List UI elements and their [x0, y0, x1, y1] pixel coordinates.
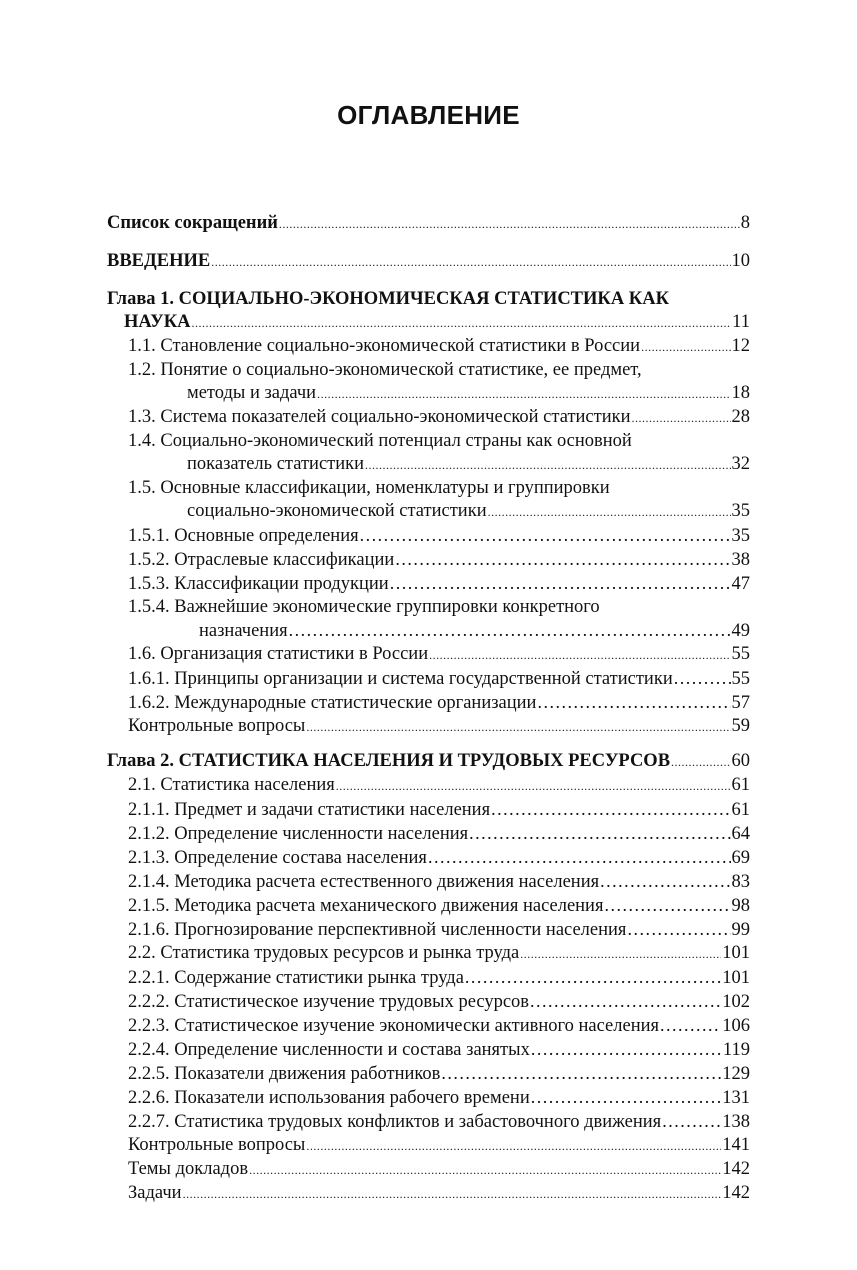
toc-entry[interactable] [128, 335, 750, 359]
toc-entry-title: 1.3. Система показателей социально-экономической статистики [128, 407, 631, 427]
toc-entry-row [128, 894, 750, 918]
toc-entry[interactable] [128, 359, 750, 406]
toc-entry-row [128, 643, 750, 667]
toc-entry-title: 2.2. Статистика трудовых ресурсов и рынка труда [128, 943, 520, 963]
dot-leader [537, 691, 730, 714]
toc-entry-row [128, 1110, 750, 1134]
dot-leader [289, 619, 731, 642]
toc-entry-row [128, 453, 750, 477]
page-number: 28 [731, 407, 750, 427]
toc-entry-title: Контрольные вопросы [128, 716, 306, 736]
page-number: 142 [722, 1159, 750, 1179]
toc-entry-row [128, 990, 750, 1014]
page-number: 35 [731, 526, 750, 546]
toc-entry-row [128, 335, 750, 359]
toc-entry[interactable] [128, 406, 750, 430]
dot-leader [600, 870, 730, 893]
dot-leader [531, 1086, 722, 1109]
page-number: 69 [731, 848, 750, 868]
page-number: 18 [731, 383, 750, 403]
toc-entry[interactable] [128, 430, 750, 477]
toc-entry[interactable] [128, 798, 750, 822]
toc-entry-title: 2.2.1. Содержание статистики рынка труда [128, 968, 464, 988]
toc-entry-row [128, 942, 750, 966]
toc-entry[interactable] [128, 1134, 750, 1158]
page-number: 141 [722, 1135, 750, 1155]
dot-leader [530, 990, 721, 1013]
page-number: 32 [731, 454, 750, 474]
toc-entry-title: 1.6.1. Принципы организации и система государственной статистики [128, 669, 673, 689]
page-number: 99 [731, 920, 750, 940]
toc-entry-title-line: 1.5.4. Важнейшие экономические группировки конкретного [128, 597, 600, 617]
toc-entry-row [128, 667, 750, 691]
dot-leader [660, 1014, 721, 1037]
page-number: 55 [731, 669, 750, 689]
toc-entry[interactable] [107, 288, 750, 335]
page-number: 38 [731, 550, 750, 570]
dot-leader [395, 548, 730, 571]
toc-entry-title-line: 1.4. Социально-экономический потенциал страны как основной [128, 431, 632, 451]
toc-entry-row [128, 691, 750, 715]
toc-entry-title-continuation: назначения [199, 621, 288, 641]
toc-entry-title: 2.1.1. Предмет и задачи статистики населения [128, 800, 491, 820]
dot-leader [183, 1183, 722, 1206]
page-number: 101 [722, 968, 750, 988]
toc-entry-row [128, 966, 750, 990]
toc-entry-title: 2.2.6. Показатели использования рабочего времени [128, 1088, 530, 1108]
page-number: 119 [722, 1040, 750, 1060]
toc-entry[interactable] [107, 212, 750, 236]
page-number: 83 [731, 872, 750, 892]
page-number: 57 [731, 693, 750, 713]
page-number: 61 [731, 800, 750, 820]
toc-entry-row [128, 1062, 750, 1086]
toc-entry[interactable] [128, 1062, 750, 1086]
page-number: 12 [731, 336, 750, 356]
page-number: 55 [731, 644, 750, 664]
dot-leader [441, 1062, 721, 1085]
toc-entry-title: 2.2.4. Определение численности и состава занятых [128, 1040, 530, 1060]
toc-entry-row [128, 406, 750, 430]
toc-entry[interactable] [128, 990, 750, 1014]
toc-entry[interactable] [128, 596, 750, 643]
toc-entry[interactable] [128, 846, 750, 870]
dot-leader [469, 822, 730, 845]
page-number: 64 [731, 824, 750, 844]
dot-leader [520, 943, 721, 966]
page-title: ОГЛАВЛЕНИЕ [337, 100, 520, 130]
toc-entry-title: 1.6.2. Международные статистические организации [128, 693, 537, 713]
toc-entry-title-line: 1.2. Понятие о социально-экономической статистике, ее предмет, [128, 360, 642, 380]
page-number: 106 [722, 1016, 750, 1036]
page-number: 60 [731, 751, 750, 771]
dot-leader [604, 894, 730, 917]
toc-entry-row [128, 619, 750, 643]
page-number: 101 [722, 943, 750, 963]
toc-entry-title: 1.5.1. Основные определения [128, 526, 359, 546]
page-number: 10 [731, 251, 750, 271]
toc-entry-row [128, 870, 750, 894]
page-number: 129 [722, 1064, 750, 1084]
toc-entry-row [107, 250, 750, 274]
toc-entry-row [107, 750, 750, 774]
toc-entry-title: Список сокращений [107, 213, 278, 233]
toc-entry-title-line: 1.5. Основные классификации, номенклатуры и группировки [128, 478, 610, 498]
dot-leader [306, 1135, 721, 1158]
toc-entry[interactable] [128, 966, 750, 990]
toc-entry-title: 2.1.2. Определение численности населения [128, 824, 469, 844]
toc-entry-title: Задачи [128, 1183, 182, 1203]
toc-entry[interactable] [128, 1038, 750, 1062]
dot-leader [465, 966, 721, 989]
toc-entry[interactable] [128, 572, 750, 596]
toc-entry-row [128, 822, 750, 846]
toc-entry-title: 2.2.2. Статистическое изучение трудовых ресурсов [128, 992, 530, 1012]
dot-leader [279, 213, 740, 236]
page-number: 59 [731, 716, 750, 736]
dot-leader [429, 644, 730, 667]
toc-entry-title-line: Глава 1. СОЦИАЛЬНО-ЭКОНОМИЧЕСКАЯ СТАТИСТИКА КАК [107, 289, 670, 309]
toc-entry[interactable] [107, 750, 750, 774]
dot-leader [632, 407, 731, 430]
toc-entry-title: 2.2.7. Статистика трудовых конфликтов и забастовочного движения [128, 1112, 662, 1132]
toc-entry-row [128, 1014, 750, 1038]
toc-entry[interactable] [128, 643, 750, 667]
toc-entry-row [128, 918, 750, 942]
toc-entry[interactable] [128, 1086, 750, 1110]
toc-entry[interactable] [128, 667, 750, 691]
toc-entry[interactable] [128, 1110, 750, 1134]
toc-entry-title: Темы докладов [128, 1159, 249, 1179]
page-number: 61 [731, 775, 750, 795]
toc-entry-row [128, 1038, 750, 1062]
toc-entry[interactable] [128, 477, 750, 524]
toc-entry-row [107, 311, 750, 335]
toc-entry-title-continuation: НАУКА [124, 312, 191, 332]
toc-entry[interactable] [128, 548, 750, 572]
toc-entry-title-continuation: показатель статистики [187, 454, 365, 474]
toc-entry-title: 2.2.5. Показатели движения работников [128, 1064, 441, 1084]
toc-entry-title-continuation: социально-экономической статистики [187, 501, 487, 521]
toc-entry[interactable] [128, 1182, 750, 1206]
toc-entry[interactable] [128, 1158, 750, 1182]
toc-entry-row [107, 212, 750, 236]
toc-entry-row [128, 715, 750, 739]
dot-leader [627, 918, 730, 941]
toc-entry-row [128, 548, 750, 572]
toc-entry-row [128, 500, 750, 524]
dot-leader [641, 336, 730, 359]
toc-entry[interactable] [128, 691, 750, 715]
page-number: 35 [731, 501, 750, 521]
page-number: 47 [731, 574, 750, 594]
toc-entry[interactable] [128, 524, 750, 548]
dot-leader [428, 846, 731, 869]
toc-entry-title-continuation: методы и задачи [187, 383, 317, 403]
toc-entry-row [128, 798, 750, 822]
toc-entry[interactable] [128, 918, 750, 942]
toc-entry-row [128, 524, 750, 548]
toc-entry-row [128, 1134, 750, 1158]
dot-leader [249, 1159, 721, 1182]
page-number: 11 [732, 312, 750, 332]
toc-entry[interactable] [128, 1014, 750, 1038]
dot-leader [488, 501, 731, 524]
dot-leader [671, 751, 730, 774]
toc-entry[interactable] [128, 942, 750, 966]
dot-leader [365, 454, 730, 477]
dot-leader [390, 572, 731, 595]
dot-leader [674, 667, 731, 690]
dot-leader [531, 1038, 722, 1061]
toc-entry-row [128, 1182, 750, 1206]
toc-entry-row [128, 572, 750, 596]
toc-entry-title: 2.1. Статистика населения [128, 775, 335, 795]
toc-entry-title: Контрольные вопросы [128, 1135, 306, 1155]
toc-entry-title: 2.1.5. Методика расчета механического движения населения [128, 896, 604, 916]
toc-entry-title: 2.1.3. Определение состава населения [128, 848, 427, 868]
dot-leader [306, 716, 730, 739]
toc-entry[interactable] [128, 774, 750, 798]
toc-entry[interactable] [128, 822, 750, 846]
dot-leader [360, 524, 731, 547]
page-number: 138 [722, 1112, 750, 1132]
page-number: 49 [731, 621, 750, 641]
dot-leader [317, 383, 730, 406]
table-of-contents [107, 212, 750, 1206]
page-number: 131 [722, 1088, 750, 1108]
toc-entry-row [128, 846, 750, 870]
page-number: 142 [722, 1183, 750, 1203]
toc-entry-title: 2.2.3. Статистическое изучение экономически активного населения [128, 1016, 660, 1036]
toc-entry[interactable] [128, 870, 750, 894]
toc-entry-title: 1.1. Становление социально-экономической статистики в России [128, 336, 641, 356]
dot-leader [336, 775, 731, 798]
page-number: 98 [731, 896, 750, 916]
toc-entry-row [128, 1158, 750, 1182]
dot-leader [211, 251, 730, 274]
toc-entry-title: 1.5.2. Отраслевые классификации [128, 550, 395, 570]
toc-entry-title: ВВЕДЕНИЕ [107, 251, 211, 271]
page-number: 8 [740, 213, 750, 233]
toc-entry-row [128, 1086, 750, 1110]
toc-entry[interactable] [128, 715, 750, 739]
toc-entry-title: 2.1.4. Методика расчета естественного движения населения [128, 872, 600, 892]
toc-entry-row [128, 774, 750, 798]
toc-entry-title: 1.6. Организация статистики в России [128, 644, 429, 664]
toc-entry-title: 2.1.6. Прогнозирование перспективной численности населения [128, 920, 627, 940]
dot-leader [191, 312, 731, 335]
page-number: 102 [722, 992, 750, 1012]
dot-leader [662, 1110, 721, 1133]
toc-entry[interactable] [128, 894, 750, 918]
toc-entry-row [128, 382, 750, 406]
toc-entry-title: 1.5.3. Классификации продукции [128, 574, 389, 594]
dot-leader [491, 798, 730, 821]
toc-entry-title: Глава 2. СТАТИСТИКА НАСЕЛЕНИЯ И ТРУДОВЫХ РЕСУРСОВ [107, 751, 671, 771]
toc-entry[interactable] [107, 250, 750, 274]
